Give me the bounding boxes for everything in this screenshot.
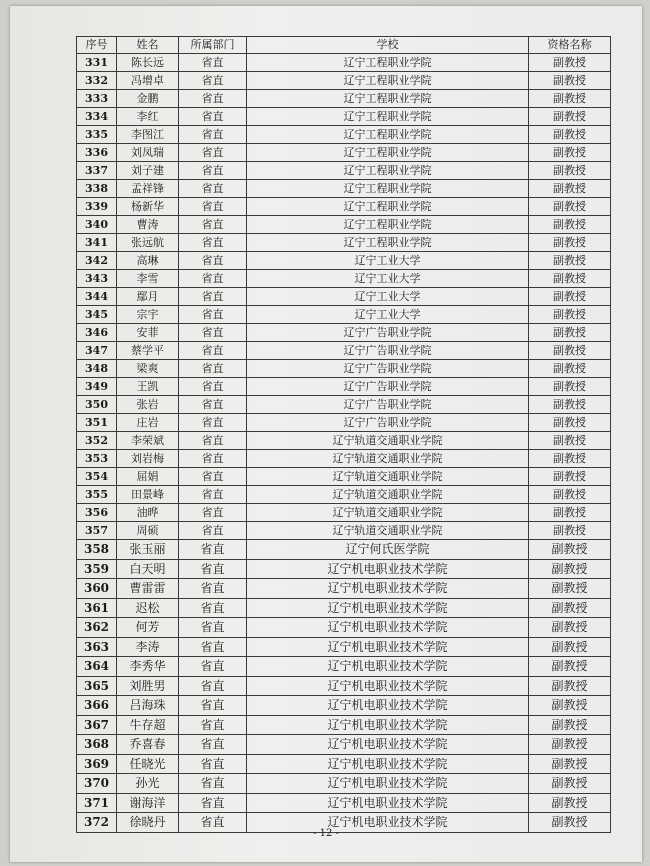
cell-qualification: 副教授 <box>529 54 611 72</box>
table-row <box>77 637 611 657</box>
cell-serial-number: 351 <box>77 414 117 432</box>
cell-qualification: 副教授 <box>529 234 611 252</box>
cell-department: 省直 <box>179 216 247 234</box>
header-qualification: 资格名称 <box>529 37 611 54</box>
cell-serial-number: 369 <box>77 754 117 774</box>
cell-department: 省直 <box>179 108 247 126</box>
table-row <box>77 486 611 504</box>
cell-school: 辽宁工程职业学院 <box>247 108 529 126</box>
cell-school: 辽宁工程职业学院 <box>247 234 529 252</box>
cell-qualification: 副教授 <box>529 657 611 677</box>
cell-qualification: 副教授 <box>529 90 611 108</box>
cell-serial-number: 348 <box>77 360 117 378</box>
cell-school: 辽宁机电职业技术学院 <box>247 793 529 813</box>
cell-school: 辽宁广告职业学院 <box>247 396 529 414</box>
cell-name: 杨新华 <box>117 198 179 216</box>
roster-table <box>76 36 611 833</box>
cell-school: 辽宁广告职业学院 <box>247 360 529 378</box>
cell-name: 刘岩梅 <box>117 450 179 468</box>
cell-serial-number: 366 <box>77 696 117 716</box>
cell-department: 省直 <box>179 234 247 252</box>
cell-department: 省直 <box>179 126 247 144</box>
cell-department: 省直 <box>179 696 247 716</box>
cell-serial-number: 336 <box>77 144 117 162</box>
cell-school: 辽宁轨道交通职业学院 <box>247 522 529 540</box>
cell-name: 曹雷雷 <box>117 579 179 599</box>
cell-qualification: 副教授 <box>529 559 611 579</box>
cell-department: 省直 <box>179 579 247 599</box>
cell-serial-number: 346 <box>77 324 117 342</box>
cell-school: 辽宁工程职业学院 <box>247 162 529 180</box>
cell-qualification: 副教授 <box>529 468 611 486</box>
cell-name: 安菲 <box>117 324 179 342</box>
cell-serial-number: 331 <box>77 54 117 72</box>
cell-school: 辽宁机电职业技术学院 <box>247 813 529 833</box>
table-row <box>77 108 611 126</box>
header-serial-number: 序号 <box>77 37 117 54</box>
table-row <box>77 540 611 560</box>
cell-department: 省直 <box>179 432 247 450</box>
cell-serial-number: 368 <box>77 735 117 755</box>
cell-department: 省直 <box>179 324 247 342</box>
table-row <box>77 414 611 432</box>
cell-school: 辽宁轨道交通职业学院 <box>247 450 529 468</box>
cell-school: 辽宁轨道交通职业学院 <box>247 486 529 504</box>
cell-qualification: 副教授 <box>529 504 611 522</box>
table-row <box>77 522 611 540</box>
table-row <box>77 252 611 270</box>
cell-qualification: 副教授 <box>529 540 611 560</box>
cell-serial-number: 367 <box>77 715 117 735</box>
table-row <box>77 450 611 468</box>
cell-serial-number: 342 <box>77 252 117 270</box>
cell-qualification: 副教授 <box>529 270 611 288</box>
cell-school: 辽宁工程职业学院 <box>247 144 529 162</box>
cell-qualification: 副教授 <box>529 378 611 396</box>
cell-serial-number: 363 <box>77 637 117 657</box>
cell-serial-number: 356 <box>77 504 117 522</box>
cell-serial-number: 370 <box>77 774 117 794</box>
cell-department: 省直 <box>179 618 247 638</box>
cell-department: 省直 <box>179 180 247 198</box>
cell-serial-number: 343 <box>77 270 117 288</box>
cell-school: 辽宁工业大学 <box>247 288 529 306</box>
cell-qualification: 副教授 <box>529 396 611 414</box>
cell-serial-number: 364 <box>77 657 117 677</box>
cell-qualification: 副教授 <box>529 715 611 735</box>
cell-school: 辽宁何氏医学院 <box>247 540 529 560</box>
cell-name: 孟祥锋 <box>117 180 179 198</box>
cell-qualification: 副教授 <box>529 216 611 234</box>
table-row <box>77 504 611 522</box>
cell-name: 李涛 <box>117 637 179 657</box>
cell-school: 辽宁工业大学 <box>247 252 529 270</box>
table-row <box>77 324 611 342</box>
cell-school: 辽宁机电职业技术学院 <box>247 657 529 677</box>
cell-school: 辽宁工程职业学院 <box>247 72 529 90</box>
header-name: 姓名 <box>117 37 179 54</box>
cell-department: 省直 <box>179 637 247 657</box>
cell-school: 辽宁工程职业学院 <box>247 198 529 216</box>
cell-department: 省直 <box>179 342 247 360</box>
cell-department: 省直 <box>179 162 247 180</box>
cell-serial-number: 347 <box>77 342 117 360</box>
cell-name: 李荣斌 <box>117 432 179 450</box>
cell-school: 辽宁轨道交通职业学院 <box>247 432 529 450</box>
cell-name: 张岩 <box>117 396 179 414</box>
cell-qualification: 副教授 <box>529 288 611 306</box>
cell-qualification: 副教授 <box>529 162 611 180</box>
cell-name: 鄢月 <box>117 288 179 306</box>
cell-qualification: 副教授 <box>529 450 611 468</box>
cell-qualification: 副教授 <box>529 360 611 378</box>
cell-name: 张远航 <box>117 234 179 252</box>
cell-school: 辽宁机电职业技术学院 <box>247 559 529 579</box>
cell-qualification: 副教授 <box>529 793 611 813</box>
table-row <box>77 288 611 306</box>
cell-qualification: 副教授 <box>529 486 611 504</box>
table-row <box>77 657 611 677</box>
table-row <box>77 162 611 180</box>
cell-qualification: 副教授 <box>529 522 611 540</box>
cell-department: 省直 <box>179 715 247 735</box>
cell-department: 省直 <box>179 378 247 396</box>
cell-department: 省直 <box>179 754 247 774</box>
cell-department: 省直 <box>179 288 247 306</box>
cell-serial-number: 360 <box>77 579 117 599</box>
table-row <box>77 144 611 162</box>
table-row <box>77 198 611 216</box>
cell-name: 何芳 <box>117 618 179 638</box>
cell-qualification: 副教授 <box>529 306 611 324</box>
cell-name: 王凯 <box>117 378 179 396</box>
cell-name: 宗宇 <box>117 306 179 324</box>
cell-department: 省直 <box>179 793 247 813</box>
cell-name: 乔喜春 <box>117 735 179 755</box>
table-row <box>77 360 611 378</box>
cell-name: 刘胜男 <box>117 676 179 696</box>
table-row <box>77 270 611 288</box>
cell-name: 屈娟 <box>117 468 179 486</box>
cell-serial-number: 357 <box>77 522 117 540</box>
cell-name: 白天明 <box>117 559 179 579</box>
cell-serial-number: 354 <box>77 468 117 486</box>
cell-department: 省直 <box>179 72 247 90</box>
cell-department: 省直 <box>179 90 247 108</box>
table-header-row <box>77 37 611 54</box>
cell-school: 辽宁机电职业技术学院 <box>247 754 529 774</box>
cell-name: 任晓光 <box>117 754 179 774</box>
cell-school: 辽宁广告职业学院 <box>247 414 529 432</box>
cell-name: 徐晓丹 <box>117 813 179 833</box>
cell-qualification: 副教授 <box>529 342 611 360</box>
table-row <box>77 559 611 579</box>
cell-school: 辽宁轨道交通职业学院 <box>247 504 529 522</box>
cell-department: 省直 <box>179 657 247 677</box>
cell-serial-number: 352 <box>77 432 117 450</box>
cell-qualification: 副教授 <box>529 754 611 774</box>
cell-serial-number: 344 <box>77 288 117 306</box>
table-row <box>77 90 611 108</box>
cell-name: 曹涛 <box>117 216 179 234</box>
cell-name: 油晔 <box>117 504 179 522</box>
cell-school: 辽宁工程职业学院 <box>247 180 529 198</box>
cell-name: 牛存超 <box>117 715 179 735</box>
cell-name: 冯增卓 <box>117 72 179 90</box>
table-body <box>77 54 611 833</box>
cell-name: 田景峰 <box>117 486 179 504</box>
table-row <box>77 54 611 72</box>
table-row <box>77 468 611 486</box>
table-row <box>77 618 611 638</box>
cell-department: 省直 <box>179 774 247 794</box>
cell-department: 省直 <box>179 270 247 288</box>
cell-school: 辽宁机电职业技术学院 <box>247 696 529 716</box>
table-row <box>77 378 611 396</box>
cell-department: 省直 <box>179 360 247 378</box>
cell-department: 省直 <box>179 144 247 162</box>
table-row <box>77 735 611 755</box>
cell-serial-number: 345 <box>77 306 117 324</box>
cell-name: 庄岩 <box>117 414 179 432</box>
cell-qualification: 副教授 <box>529 144 611 162</box>
table-row <box>77 306 611 324</box>
cell-serial-number: 349 <box>77 378 117 396</box>
cell-qualification: 副教授 <box>529 180 611 198</box>
cell-qualification: 副教授 <box>529 72 611 90</box>
cell-qualification: 副教授 <box>529 579 611 599</box>
table-row <box>77 342 611 360</box>
cell-name: 刘凤瑞 <box>117 144 179 162</box>
table-row <box>77 72 611 90</box>
cell-name: 陈长远 <box>117 54 179 72</box>
page-number: - 12 - <box>313 828 339 839</box>
cell-department: 省直 <box>179 306 247 324</box>
cell-qualification: 副教授 <box>529 637 611 657</box>
cell-school: 辽宁机电职业技术学院 <box>247 774 529 794</box>
table-row <box>77 774 611 794</box>
cell-qualification: 副教授 <box>529 108 611 126</box>
cell-school: 辽宁机电职业技术学院 <box>247 735 529 755</box>
cell-serial-number: 340 <box>77 216 117 234</box>
cell-school: 辽宁工业大学 <box>247 306 529 324</box>
cell-qualification: 副教授 <box>529 774 611 794</box>
table-row <box>77 396 611 414</box>
cell-department: 省直 <box>179 735 247 755</box>
cell-qualification: 副教授 <box>529 126 611 144</box>
cell-name: 孙光 <box>117 774 179 794</box>
cell-qualification: 副教授 <box>529 696 611 716</box>
cell-school: 辽宁工程职业学院 <box>247 54 529 72</box>
cell-name: 梁爽 <box>117 360 179 378</box>
table-row <box>77 432 611 450</box>
cell-school: 辽宁工程职业学院 <box>247 216 529 234</box>
cell-qualification: 副教授 <box>529 735 611 755</box>
cell-qualification: 副教授 <box>529 324 611 342</box>
cell-serial-number: 338 <box>77 180 117 198</box>
cell-serial-number: 339 <box>77 198 117 216</box>
cell-qualification: 副教授 <box>529 414 611 432</box>
cell-department: 省直 <box>179 522 247 540</box>
cell-name: 金鹏 <box>117 90 179 108</box>
cell-name: 高琳 <box>117 252 179 270</box>
table-row <box>77 598 611 618</box>
cell-department: 省直 <box>179 598 247 618</box>
cell-department: 省直 <box>179 198 247 216</box>
table-row <box>77 696 611 716</box>
cell-qualification: 副教授 <box>529 813 611 833</box>
cell-serial-number: 337 <box>77 162 117 180</box>
cell-serial-number: 362 <box>77 618 117 638</box>
cell-school: 辽宁机电职业技术学院 <box>247 598 529 618</box>
cell-name: 刘子建 <box>117 162 179 180</box>
header-school: 学校 <box>247 37 529 54</box>
cell-school: 辽宁机电职业技术学院 <box>247 637 529 657</box>
cell-serial-number: 353 <box>77 450 117 468</box>
cell-department: 省直 <box>179 486 247 504</box>
cell-school: 辽宁轨道交通职业学院 <box>247 468 529 486</box>
cell-department: 省直 <box>179 54 247 72</box>
cell-name: 李秀华 <box>117 657 179 677</box>
cell-department: 省直 <box>179 252 247 270</box>
cell-qualification: 副教授 <box>529 598 611 618</box>
cell-department: 省直 <box>179 504 247 522</box>
cell-department: 省直 <box>179 396 247 414</box>
cell-serial-number: 372 <box>77 813 117 833</box>
cell-serial-number: 355 <box>77 486 117 504</box>
cell-school: 辽宁机电职业技术学院 <box>247 579 529 599</box>
cell-department: 省直 <box>179 450 247 468</box>
table-row <box>77 579 611 599</box>
cell-name: 张玉丽 <box>117 540 179 560</box>
cell-department: 省直 <box>179 414 247 432</box>
cell-name: 谢海洋 <box>117 793 179 813</box>
cell-name: 吕海珠 <box>117 696 179 716</box>
cell-name: 李图江 <box>117 126 179 144</box>
cell-serial-number: 359 <box>77 559 117 579</box>
cell-qualification: 副教授 <box>529 198 611 216</box>
cell-school: 辽宁工程职业学院 <box>247 126 529 144</box>
cell-serial-number: 358 <box>77 540 117 560</box>
cell-qualification: 副教授 <box>529 432 611 450</box>
cell-serial-number: 334 <box>77 108 117 126</box>
cell-qualification: 副教授 <box>529 676 611 696</box>
table-row <box>77 234 611 252</box>
cell-school: 辽宁广告职业学院 <box>247 324 529 342</box>
cell-school: 辽宁工业大学 <box>247 270 529 288</box>
cell-serial-number: 361 <box>77 598 117 618</box>
cell-serial-number: 332 <box>77 72 117 90</box>
cell-school: 辽宁广告职业学院 <box>247 342 529 360</box>
cell-name: 蔡学平 <box>117 342 179 360</box>
cell-department: 省直 <box>179 468 247 486</box>
cell-serial-number: 333 <box>77 90 117 108</box>
table-row <box>77 180 611 198</box>
document-page <box>10 6 642 862</box>
cell-department: 省直 <box>179 676 247 696</box>
cell-name: 周硕 <box>117 522 179 540</box>
cell-school: 辽宁广告职业学院 <box>247 378 529 396</box>
cell-serial-number: 335 <box>77 126 117 144</box>
cell-name: 李雪 <box>117 270 179 288</box>
table-row <box>77 793 611 813</box>
cell-serial-number: 365 <box>77 676 117 696</box>
table-row <box>77 715 611 735</box>
cell-qualification: 副教授 <box>529 618 611 638</box>
cell-serial-number: 371 <box>77 793 117 813</box>
table-row <box>77 754 611 774</box>
table-row <box>77 216 611 234</box>
cell-serial-number: 350 <box>77 396 117 414</box>
cell-qualification: 副教授 <box>529 252 611 270</box>
cell-school: 辽宁机电职业技术学院 <box>247 676 529 696</box>
cell-school: 辽宁工程职业学院 <box>247 90 529 108</box>
cell-name: 迟松 <box>117 598 179 618</box>
header-department: 所属部门 <box>179 37 247 54</box>
cell-department: 省直 <box>179 540 247 560</box>
cell-department: 省直 <box>179 559 247 579</box>
cell-name: 李红 <box>117 108 179 126</box>
table-row <box>77 676 611 696</box>
table-row <box>77 126 611 144</box>
cell-school: 辽宁机电职业技术学院 <box>247 618 529 638</box>
cell-serial-number: 341 <box>77 234 117 252</box>
cell-school: 辽宁机电职业技术学院 <box>247 715 529 735</box>
cell-department: 省直 <box>179 813 247 833</box>
